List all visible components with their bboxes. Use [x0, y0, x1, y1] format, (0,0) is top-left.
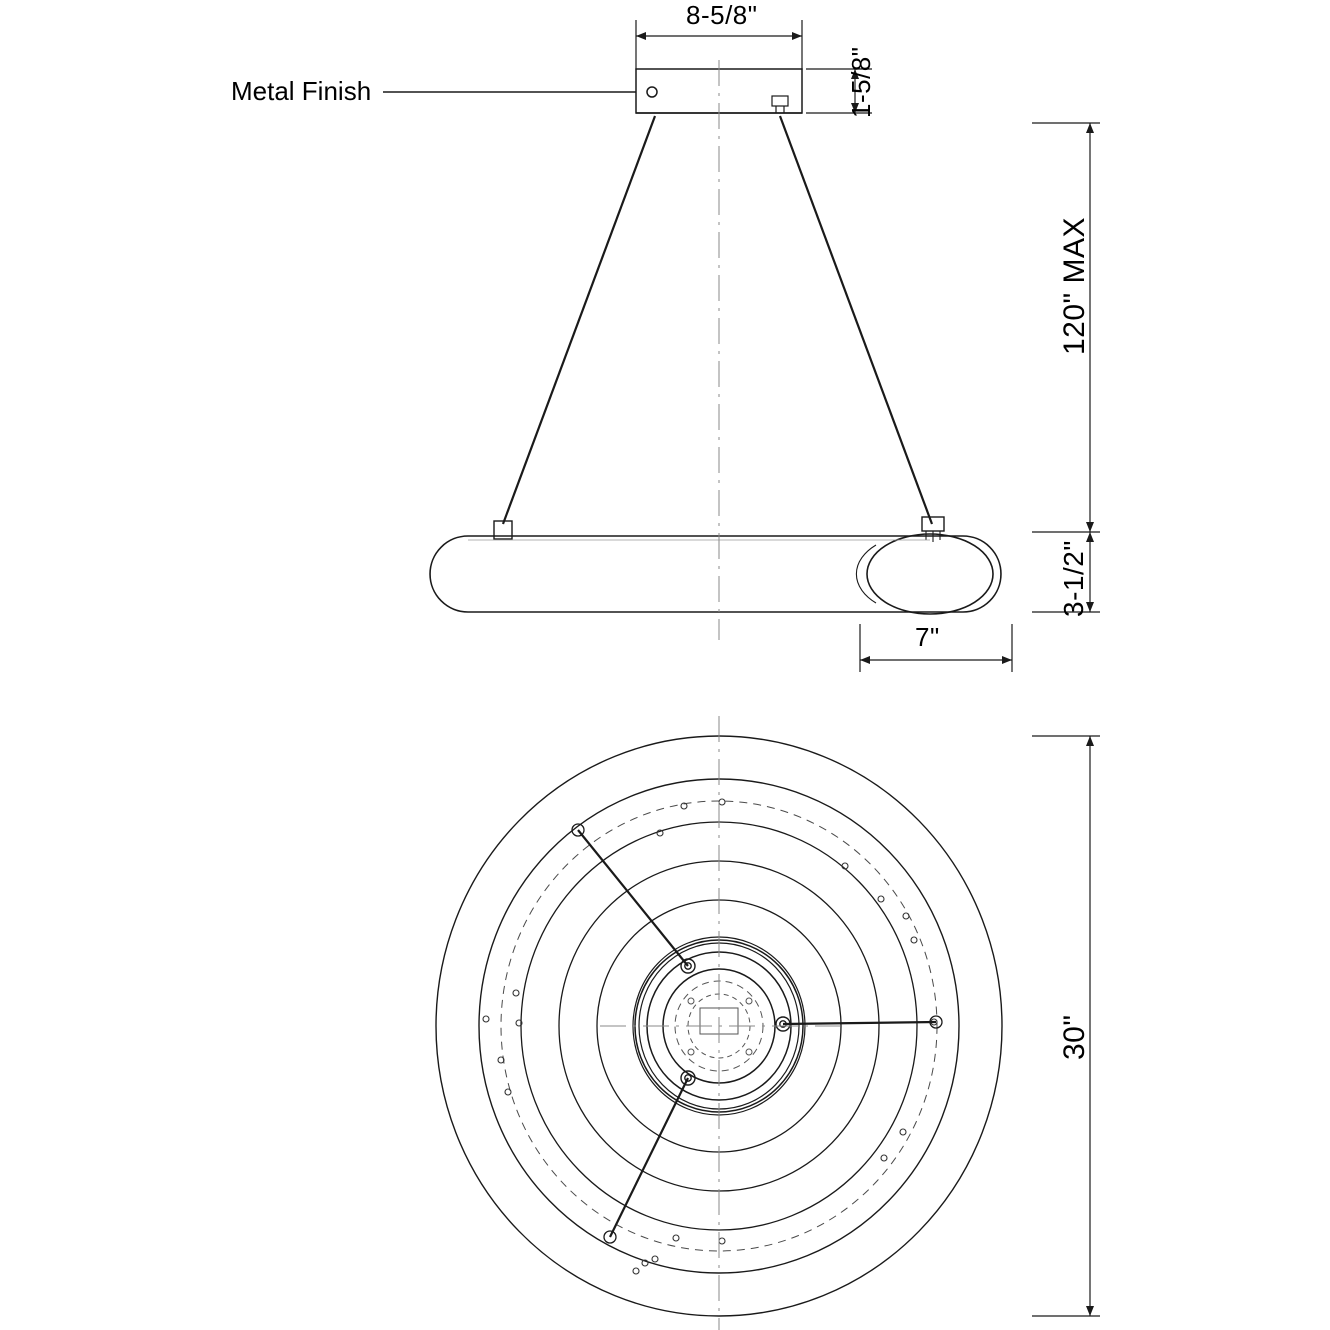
metal-finish-label: Metal Finish: [231, 76, 372, 106]
dim-label-fixture-diameter: 30": [1058, 1014, 1091, 1060]
suspension-cables: [503, 116, 932, 524]
dim-label-max-drop: 120" MAX: [1058, 216, 1091, 355]
dim-label-canopy-height: 1-5/8": [846, 46, 876, 118]
elevation-view: [383, 20, 1100, 672]
plan-cables: [572, 824, 942, 1243]
dim-label-canopy-width: 8-5/8": [686, 0, 758, 30]
dim-label-fixture-height: 3-1/2": [1058, 540, 1089, 617]
fixture-body-elevation: [430, 534, 1001, 614]
dim-label-fixture-depth: 7": [915, 622, 940, 652]
plan-view: [436, 716, 1100, 1330]
